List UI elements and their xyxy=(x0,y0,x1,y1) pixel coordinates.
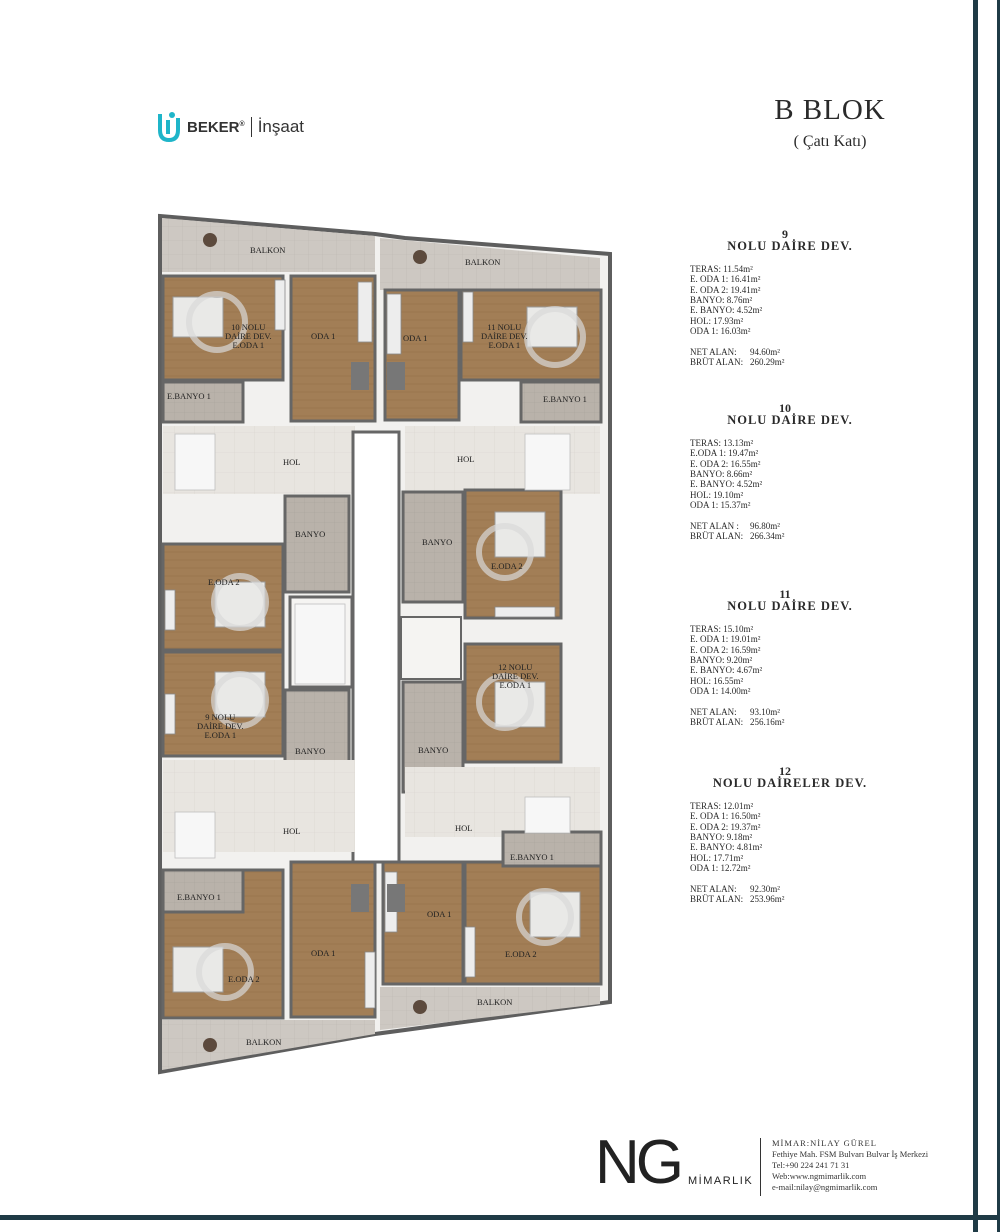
room-area: E. BANYO: 4.52m² xyxy=(690,479,763,490)
label-oda1-tl: ODA 1 xyxy=(311,331,336,341)
room-area-list xyxy=(690,438,930,511)
ng-word: MİMARLIK xyxy=(688,1175,754,1187)
block-name: B BLOK xyxy=(774,94,886,126)
ng-mark: NG xyxy=(595,1128,680,1197)
area-totals xyxy=(690,707,930,728)
apartment-12-summary xyxy=(690,766,930,904)
room-area: TERAS: 12.01m² xyxy=(690,800,754,811)
room-area: E. ODA 2: 19.37m² xyxy=(690,821,761,832)
floor-plan xyxy=(155,212,615,1082)
label-hol-tl: HOL xyxy=(283,457,301,467)
floor-plan-drawing xyxy=(155,212,615,1082)
room-area: E. ODA 1: 16.50m² xyxy=(690,811,761,822)
area-totals xyxy=(690,521,930,542)
area-totals xyxy=(690,347,930,368)
label-apt11-eoda1: 11 NOLU DAİRE DEV. E.ODA 1 xyxy=(481,322,528,350)
architect-phone: Tel:+90 224 241 71 31 xyxy=(772,1160,850,1170)
room-area: HOL: 17.93m² xyxy=(690,315,744,326)
label-eoda2-bl: E.ODA 2 xyxy=(228,974,260,984)
label-balkon-bl: BALKON xyxy=(246,1037,282,1047)
room-area: E. ODA 2: 16.55m² xyxy=(690,458,761,469)
gross-area: BRÜT ALAN: 253.96m² xyxy=(690,894,785,905)
room-area: E.ODA 1: 19.47m² xyxy=(690,448,759,459)
room-area: E. BANYO: 4.81m² xyxy=(690,842,763,853)
gross-area: BRÜT ALAN: 266.34m² xyxy=(690,531,785,542)
label-banyo-br: BANYO xyxy=(418,745,449,755)
apartment-11-summary xyxy=(690,589,930,727)
label-oda1-bl: ODA 1 xyxy=(311,948,336,958)
room-area: HOL: 19.10m² xyxy=(690,489,744,500)
apartment-number: 12 xyxy=(779,764,791,778)
net-area: NET ALAN : 96.80m² xyxy=(690,520,780,531)
label-banyo-tr: BANYO xyxy=(422,537,453,547)
apartment-heading: NOLU DAİRELER DEV. xyxy=(712,776,868,791)
architect-name: MİMAR:NİLAY GÜREL xyxy=(772,1138,877,1148)
label-apt10-eoda1: 10 NOLU DAİRE DEV. E.ODA 1 xyxy=(225,322,272,350)
room-area: E. ODA 2: 16.59m² xyxy=(690,644,761,655)
label-oda1-tr: ODA 1 xyxy=(403,333,428,343)
architect-email: e-mail:nilay@ngmimarlik.com xyxy=(772,1182,878,1192)
architect-address: Fethiye Mah. FSM Bulvarı Bulvar İş Merkezi xyxy=(772,1149,929,1159)
gross-area: BRÜT ALAN: 256.16m² xyxy=(690,717,785,728)
label-apt9-eoda1: 9 NOLU DAİRE DEV. E.ODA 1 xyxy=(197,712,244,740)
room-area: E. BANYO: 4.52m² xyxy=(690,305,763,316)
ng-mimarlik-logo xyxy=(595,1128,754,1197)
room-area: BANYO: 9.20m² xyxy=(690,655,753,666)
room-area: E. ODA 1: 19.01m² xyxy=(690,634,761,645)
footer-separator xyxy=(760,1138,761,1196)
apartment-number: 11 xyxy=(779,587,791,601)
label-balkon-tl: BALKON xyxy=(250,245,286,255)
gross-area: BRÜT ALAN: 260.29m² xyxy=(690,357,785,368)
apartment-9-summary xyxy=(690,229,930,367)
room-area-list xyxy=(690,264,930,337)
apartment-number: 9 xyxy=(782,227,788,241)
room-area: TERAS: 13.13m² xyxy=(690,437,754,448)
logo-separator xyxy=(251,117,252,137)
label-banyo-tl: BANYO xyxy=(295,529,326,539)
label-balkon-tr: BALKON xyxy=(465,257,501,267)
label-apt12-eoda1: 12 NOLU DAİRE DEV. E.ODA 1 xyxy=(492,662,539,690)
room-area: E. ODA 2: 19.41m² xyxy=(690,284,761,295)
label-ebanyo-tl: E.BANYO 1 xyxy=(167,391,211,401)
floor-name: ( Çatı Katı) xyxy=(793,133,867,150)
room-area-list xyxy=(690,624,930,697)
room-area: TERAS: 11.54m² xyxy=(690,263,753,274)
label-oda1-br: ODA 1 xyxy=(427,909,452,919)
label-hol-br: HOL xyxy=(455,823,473,833)
room-area: HOL: 17.71m² xyxy=(690,852,744,863)
room-area: ODA 1: 12.72m² xyxy=(690,863,751,874)
area-totals xyxy=(690,884,930,905)
label-ebanyo-tr: E.BANYO 1 xyxy=(543,394,587,404)
label-eoda2-r: E.ODA 2 xyxy=(491,561,523,571)
room-area: BANYO: 8.76m² xyxy=(690,295,753,306)
room-area: ODA 1: 15.37m² xyxy=(690,500,751,511)
room-area: E. ODA 1: 16.41m² xyxy=(690,274,761,285)
room-area: ODA 1: 16.03m² xyxy=(690,326,751,337)
architect-contact xyxy=(772,1138,928,1193)
label-balkon-br: BALKON xyxy=(477,997,513,1007)
apartment-10-summary xyxy=(690,403,930,541)
apartment-heading: NOLU DAİRE DEV. xyxy=(727,413,853,428)
label-ebanyo-br: E.BANYO 1 xyxy=(510,852,554,862)
room-area: E. BANYO: 4.67m² xyxy=(690,665,763,676)
frame-bottom-line xyxy=(0,1215,1000,1220)
architect-web: Web:www.ngmimarlik.com xyxy=(772,1171,867,1181)
label-hol-bl: HOL xyxy=(283,826,301,836)
label-eoda2-l: E.ODA 2 xyxy=(208,577,240,587)
room-area: TERAS: 15.10m² xyxy=(690,623,754,634)
net-area: NET ALAN: 92.30m² xyxy=(690,883,780,894)
apartment-heading: NOLU DAİRE DEV. xyxy=(727,599,853,614)
label-banyo-bl: BANYO xyxy=(295,746,326,756)
apartment-number: 10 xyxy=(779,401,791,415)
label-ebanyo-bl: E.BANYO 1 xyxy=(177,892,221,902)
room-area-list xyxy=(690,801,930,874)
brand-logo xyxy=(157,110,304,144)
room-area: BANYO: 9.18m² xyxy=(690,832,753,843)
label-hol-tr: HOL xyxy=(457,454,475,464)
logo-name: BEKER® xyxy=(187,118,245,136)
apartment-heading: NOLU DAİRE DEV. xyxy=(727,239,853,254)
net-area: NET ALAN: 93.10m² xyxy=(690,706,780,717)
net-area: NET ALAN: 94.60m² xyxy=(690,346,780,357)
logo-subtitle: İnşaat xyxy=(257,117,304,136)
block-title xyxy=(760,94,900,151)
room-area: HOL: 16.55m² xyxy=(690,675,744,686)
beker-logo-icon xyxy=(157,110,181,144)
room-area: ODA 1: 14.00m² xyxy=(690,686,751,697)
frame-right-line xyxy=(973,0,978,1232)
label-eoda2-br: E.ODA 2 xyxy=(505,949,537,959)
room-area: BANYO: 8.66m² xyxy=(690,469,753,480)
